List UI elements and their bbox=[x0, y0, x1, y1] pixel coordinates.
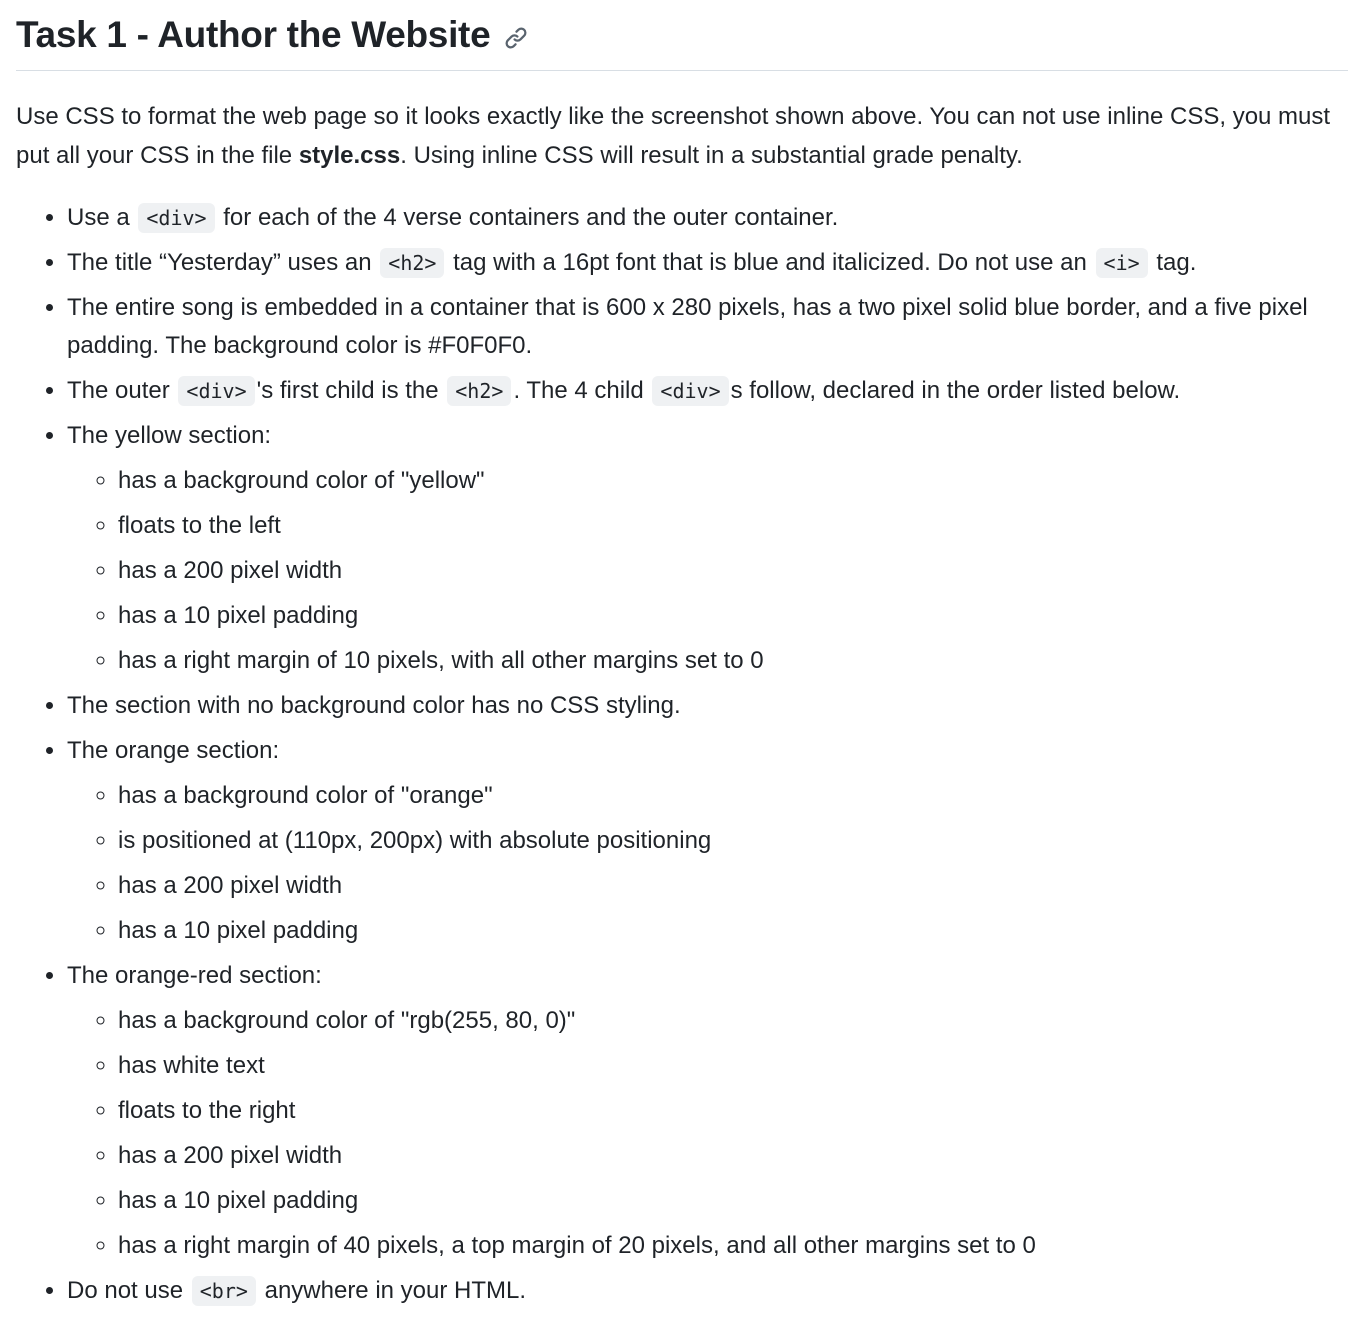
inline-code: <div> bbox=[138, 203, 214, 233]
list-item-text: The entire song is embedded in a container that is 600 x 280 pixels, has a two pixel solid blue border, and a five pixel padding. The background color is #F0F0F0. bbox=[67, 294, 1308, 359]
yellow-section-list bbox=[67, 462, 1348, 680]
list-item-text: tag with a 16pt font that is blue and italicized. Do not use an bbox=[446, 249, 1094, 276]
list-item-yellow-section bbox=[67, 417, 1348, 680]
sub-list-item: ◦ has a background color of "rgb(255, 80, 0)" bbox=[118, 1002, 1348, 1040]
sub-list-item: ◦ floats to the left bbox=[118, 507, 1348, 545]
list-item-label: The orange section: bbox=[67, 737, 280, 764]
inline-code: <div> bbox=[652, 376, 728, 406]
list-item-no-br bbox=[67, 1272, 1348, 1310]
list-item-text: Use a bbox=[67, 204, 137, 231]
list-item-unstyled-section bbox=[67, 687, 1348, 725]
link-icon[interactable] bbox=[504, 26, 528, 50]
sub-list-item: ◦ has a right margin of 10 pixels, with all other margins set to 0 bbox=[118, 642, 1348, 680]
inline-code: <br> bbox=[192, 1276, 256, 1306]
sub-list-item: ◦ has a 10 pixel padding bbox=[118, 597, 1348, 635]
sub-list-item: ◦ has a background color of "yellow" bbox=[118, 462, 1348, 500]
orange-red-section-list bbox=[67, 1002, 1348, 1265]
requirements-list bbox=[16, 199, 1348, 1310]
inline-code: <h2> bbox=[380, 248, 444, 278]
list-item-text: 's first child is the bbox=[256, 377, 446, 404]
sub-list-item: ◦ is positioned at (110px, 200px) with absolute positioning bbox=[118, 822, 1348, 860]
list-item-title bbox=[67, 244, 1348, 282]
intro-paragraph bbox=[16, 97, 1348, 175]
list-item-text: . The 4 child bbox=[513, 377, 651, 404]
list-item-text: s follow, declared in the order listed below. bbox=[730, 377, 1181, 404]
list-item-text: tag. bbox=[1149, 249, 1197, 276]
list-item-label: The orange-red section: bbox=[67, 962, 322, 989]
intro-text-2: . Using inline CSS will result in a substantial grade penalty. bbox=[400, 142, 1023, 169]
list-item-text: anywhere in your HTML. bbox=[257, 1277, 527, 1304]
sub-list-item: ◦ has a 10 pixel padding bbox=[118, 1182, 1348, 1220]
sub-list-item: ◦ has a 200 pixel width bbox=[118, 1137, 1348, 1175]
list-item-orange-section bbox=[67, 732, 1348, 950]
inline-code: <i> bbox=[1096, 248, 1148, 278]
sub-list-item: ◦ has a background color of "orange" bbox=[118, 777, 1348, 815]
sub-list-item: ◦ has a 10 pixel padding bbox=[118, 912, 1348, 950]
list-item-text: The section with no background color has no CSS styling. bbox=[67, 692, 681, 719]
list-item-orange-red-section bbox=[67, 957, 1348, 1265]
intro-text-1: Use CSS to format the web page so it looks exactly like the screenshot shown above. You can not use inline CSS, you must put all your CSS in the file bbox=[16, 103, 1331, 169]
inline-code: <div> bbox=[178, 376, 254, 406]
orange-section-list bbox=[67, 777, 1348, 950]
sub-list-item: ◦ has white text bbox=[118, 1047, 1348, 1085]
sub-list-item: ◦ floats to the right bbox=[118, 1092, 1348, 1130]
list-item-label: The yellow section: bbox=[67, 422, 272, 449]
inline-code: <h2> bbox=[447, 376, 511, 406]
list-item-text: The title “Yesterday” uses an bbox=[67, 249, 379, 276]
page-title: Task 1 - Author the Website bbox=[16, 13, 491, 55]
list-item-container bbox=[67, 289, 1348, 365]
list-item-child-order bbox=[67, 372, 1348, 410]
list-item-text: Do not use bbox=[67, 1277, 190, 1304]
sub-list-item: ◦ has a 200 pixel width bbox=[118, 552, 1348, 590]
list-item-text: The outer bbox=[67, 377, 177, 404]
list-item-text: for each of the 4 verse containers and the outer container. bbox=[216, 204, 839, 231]
section-heading bbox=[16, 0, 1348, 71]
sub-list-item: ◦ has a right margin of 40 pixels, a top margin of 20 pixels, and all other margins set to 0 bbox=[118, 1227, 1348, 1265]
intro-filename: style.css bbox=[298, 142, 401, 169]
list-item-div-usage bbox=[67, 199, 1348, 237]
sub-list-item: ◦ has a 200 pixel width bbox=[118, 867, 1348, 905]
